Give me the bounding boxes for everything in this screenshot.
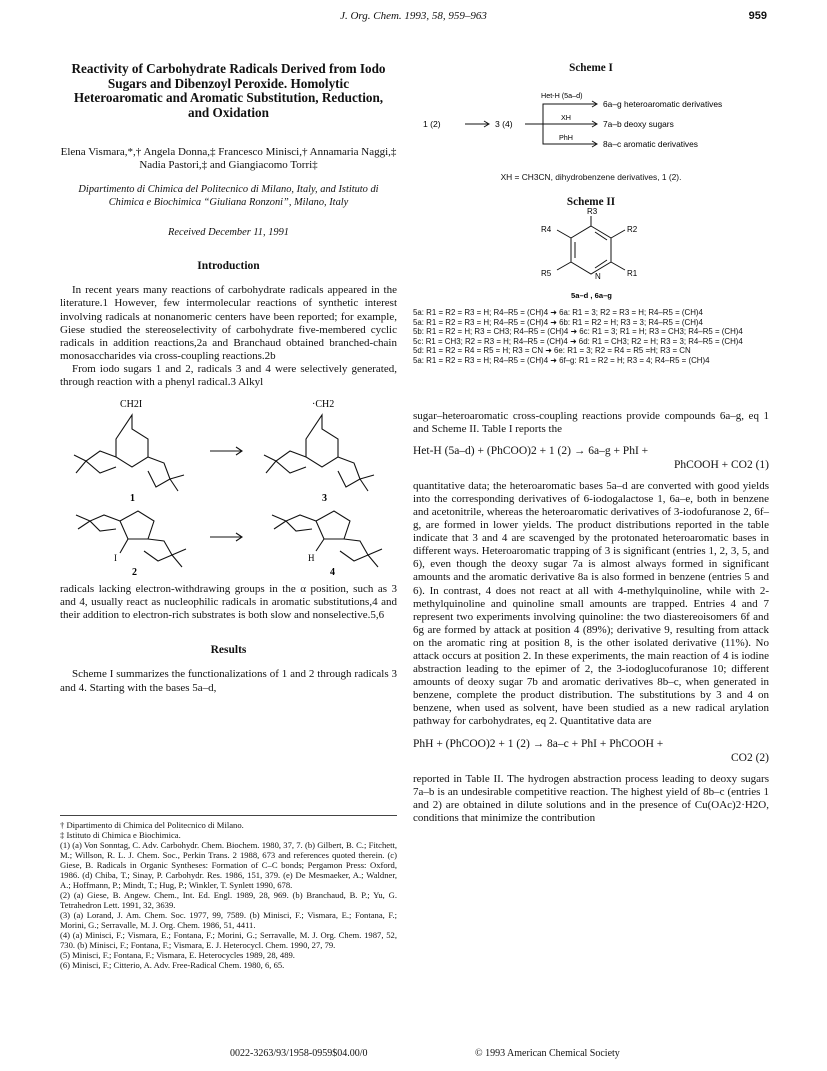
label-nitrogen: N (595, 272, 601, 281)
scheme-2-entries (413, 308, 769, 366)
equation-2 (413, 737, 769, 765)
article-affiliation: Dipartimento di Chimica del Politecnico di Milano, Italy, and Istituto di Chimica e Biochimica “Giuliana Ronzoni”, Milano, Italy (78, 184, 379, 208)
scheme-1-start: 1 (2) (423, 119, 441, 129)
scheme-1-product-7: 7a–b deoxy sugars (603, 119, 674, 129)
equation-1 (413, 444, 769, 472)
scheme-2-entry: 5a: R1 = R2 = R3 = H; R4–R5 = (CH)4 ➜ 6f–g: R1 = R2 = H; R3 = 4; R4–R5 = (CH)4 (413, 355, 710, 365)
scheme-1-reagent-het: Het-H (5a–d) (541, 91, 583, 100)
label-r3: R3 (587, 207, 598, 216)
scheme-2-label: 5a–d , 6a–g (571, 291, 612, 300)
right-paragraph-1: sugar–heteroaromatic cross-coupling reactions provide compounds 6a–g, eq 1 and Scheme II. Table I reports the (413, 409, 769, 435)
intro-paragraph-3: radicals lacking electron-withdrawing groups in the α position, such as 3 and 4, usually react as nucleophilic radicals in aromatic substitutions,4 and their addition to electron-rich substrates is both slow and nonselective.5,6 (60, 583, 397, 622)
results-heading: Results (210, 644, 247, 657)
right-column (413, 62, 769, 825)
label-compound-4: 4 (330, 567, 335, 579)
intro-paragraph-2: From iodo sugars 1 and 2, radicals 3 and 4 were selectively generated, through reaction with a phenyl radical.3 Alkyl (60, 362, 397, 389)
scheme-2-structure (413, 207, 769, 304)
results-paragraph-1: Scheme I summarizes the functionalizations of 1 and 2 through radicals 3 and 4. Starting with the bases 5a–d, (60, 668, 397, 694)
footnote: ‡ Istituto di Chimica e Biochimica. (60, 830, 181, 840)
issn-code: 0022-3263/93/1958-0959$04.00/0 (230, 1048, 368, 1059)
label-r2: R2 (627, 225, 638, 234)
label-ch2-radical: ·CH2 (312, 399, 335, 411)
received-date: Received December 11, 1991 (168, 227, 289, 239)
scheme-1-diagram (413, 80, 769, 170)
journal-citation: J. Org. Chem. 1993, 58, 959–963 (340, 10, 487, 22)
scheme-2-entry: 5d: R1 = R2 = R4 = R5 = H; R3 = CN ➜ 6e: R1 = 3; R2 = R4 = R5 =H; R3 = CN (413, 346, 691, 356)
scheme-1-arrows (413, 80, 769, 170)
structures-drawing (60, 391, 397, 579)
left-column (60, 62, 397, 695)
label-iodo: I (114, 553, 117, 564)
label-compound-1: 1 (130, 493, 135, 505)
footnote: † Dipartimento di Chimica del Politecnico di Milano. (60, 820, 244, 830)
article-title: Reactivity of Carbohydrate Radicals Derived from Iodo Sugars and Dibenzoyl Peroxide. Homolytic Heteroaromatic and Aromatic Substitution, Reduction, and Oxidation (71, 61, 386, 120)
scheme-2-entry: 5c: R1 = CH3; R2 = R3 = H; R4–R5 = (CH)4 ➜ 6d: R1 = CH3; R2 = H; R3 = 3; R4–R5 = (CH)4 (413, 336, 743, 346)
footnote: (6) Minisci, F.; Citterio, A. Adv. Free-Radical Chem. 1980, 6, 65. (60, 960, 285, 970)
footnote: (1) (a) Von Sonntag, C. Adv. Carbohydr. Chem. Biochem. 1980, 37, 7. (b) Gilbert, B. C.; Fitchett, M.; Willson, R. L. J. Chem. Soc., Perkin Trans. 2 1988, 673 and references quoted therein. (c) Giese, B. Radicals in Organic Syntheses: Formation of C–C bonds; Pergamon Press: Oxford, 1986. (d) Chiba, T.; Sinay, P. Carbohydr. Res. 1986, 151, 379. (e) De Mesmaeker, A.; Waldner, A.; Hoffmann, P.; Mindt, T.; Hug, P.; Winkler, T. Synlett 1990, 678. (60, 840, 397, 890)
label-compound-2: 2 (132, 567, 137, 579)
label-compound-3: 3 (322, 493, 327, 505)
introduction-heading: Introduction (197, 260, 260, 273)
scheme-2-entry: 5b: R1 = R2 = H; R3 = CH3; R4–R5 = (CH)4 ➜ 6c: R1 = 3; R1 = H; R3 = CH3; R4–R5 = (CH)4 (413, 327, 743, 337)
scheme-1-reagent-phh: PhH (559, 133, 573, 142)
footnotes (60, 815, 397, 970)
pyridine-ring-drawing (413, 207, 769, 304)
equation-2-line-1: PhH + (PhCOO)2 + 1 (2) → 8a–c + PhI + PhCOOH + (413, 737, 664, 750)
scheme-2-title: Scheme II (566, 196, 616, 208)
label-r5: R5 (541, 269, 552, 278)
label-r1: R1 (627, 269, 638, 278)
intro-paragraph-1: In recent years many reactions of carbohydrate radicals appeared in the literature.1 However, few intermolecular reactions of synthetic interest involving radicals at nonanomeric centers have been reported; for example, Giese studied the stereoselectivity of carbohydrate five-membered cyclic radicals in addition reactions,2a and Branchaud obtained branched-chain monosaccharides via cross-coupling reactions.2b (60, 284, 397, 362)
article-authors: Elena Vismara,*,† Angela Donna,‡ Francesco Minisci,† Annamaria Naggi,‡ Nadia Pastori,‡ and Giangiacomo Torri‡ (60, 146, 397, 172)
equation-1-line-2: PhCOOH + CO2 (1) (674, 458, 769, 471)
scheme-1-product-6: 6a–g heteroaromatic derivatives (603, 99, 723, 109)
scheme-1-product-8: 8a–c aromatic derivatives (603, 139, 698, 149)
scheme-2-entry: 5a: R1 = R2 = R3 = H; R4–R5 = (CH)4 ➜ 6b: R1 = R2 = H; R3 = 3; R4–R5 = (CH)4 (413, 317, 703, 327)
equation-2-line-2: CO2 (2) (730, 751, 769, 764)
label-r4: R4 (541, 225, 552, 234)
scheme-1-caption: XH = CH3CN, dihydrobenzene derivatives, 1 (2). (500, 172, 682, 182)
running-header (60, 10, 767, 30)
scheme-1-radical: 3 (4) (495, 119, 513, 129)
footnote: (2) (a) Giese, B. Angew. Chem., Int. Ed. Engl. 1989, 28, 969. (b) Branchaud, B. P.; Yu, G. Tetrahedron Lett. 1991, 32, 3639. (60, 890, 397, 910)
scheme-2-entry: 5a: R1 = R2 = R3 = H; R4–R5 = (CH)4 ➜ 6a: R1 = 3; R2 = R3 = H; R4–R5 = (CH)4 (413, 308, 703, 317)
label-hydrogen: H (308, 553, 315, 564)
page-number: 959 (748, 10, 767, 22)
footnote: (5) Minisci, F.; Fontana, F.; Vismara, E. Heterocycles 1989, 28, 489. (60, 950, 295, 960)
footnote: (4) (a) Minisci, F.; Vismara, E.; Fontana, F.; Morini, G.; Serravalle, M. J. Org. Chem. 1987, 52, 730. (b) Minisci, F.; Fontana, F.; Vismara, E. J. Heterocycl. Chem. 1990, 27, 79. (60, 930, 397, 950)
label-ch2i: CH2I (120, 399, 143, 411)
right-paragraph-2: quantitative data; the heteroaromatic bases 5a–d are converted with good yields into the corresponding derivatives of 6-iodogalactose 1, 6a–e, both in benzene and acetonitrile, whereas the heteroaromatic derivatives of 3-iodofuranose 2, 6f–g, are formed in lower yields. The product distributions reported in the table indicate that 3 and 4 are scavenged by the protonated heteroaromatic bases in different ways. Heteroaromatic trapping of 3 is significant (entries 1, 2, 3, 5, and 6), even though the deoxy sugar 7a is almost always formed in significant amounts and the aromatic derivative 8a is also formed in benzene (entries 5 and 6). In contrast, 4 does not react at all with 4-methylquinoline, while with 2-methylquinoline and quinoline small amounts are trapped. Entries 4 and 7 represent two experiments involving quinoline: the two diastereoisomers 6f and 6g are formed by attack at position 4 (89%); derivative 9, resulting from attack on the aromatic ring at position 8, is the other isolated derivative (11%). No attack occurs at position 2. In these experiments, the main reaction of 4 is iodine abstraction leading to the epimer of 2, the 3-iodoglucofuranose 10; different amounts of deoxy sugar 7b and aromatic derivatives 8b–c, when generated in benzene, complete the product distribution. The substitutions by 3 and 4 on benzene, when used as solvent, have been studied as a new radical arylation pathway for carbohydrates, eq 2. Quantitative data are (413, 479, 769, 728)
structures-figure (60, 391, 397, 579)
copyright: © 1993 American Chemical Society (475, 1048, 620, 1059)
scheme-1-title: Scheme I (569, 62, 613, 74)
footnote: (3) (a) Lorand, J. Am. Chem. Soc. 1977, 99, 7589. (b) Minisci, F.; Vismara, E.; Fontana, F.; Morini, G.; Serravalle, M. J. Org. Chem. 1986, 51, 4411. (60, 910, 397, 930)
equation-1-line-1: Het-H (5a–d) + (PhCOO)2 + 1 (2) → 6a–g + PhI + (413, 444, 649, 457)
right-paragraph-3: reported in Table II. The hydrogen abstraction process leading to deoxy sugars 7a–b is an undesirable competitive reaction. The highest yield of 8b–c (entries 1 and 2) are obtained in dilute solutions and in the presence of Cu(OAc)2·H2O, conditions that minimize the contribution (413, 772, 769, 824)
scheme-1-reagent-xh: XH (561, 113, 571, 122)
